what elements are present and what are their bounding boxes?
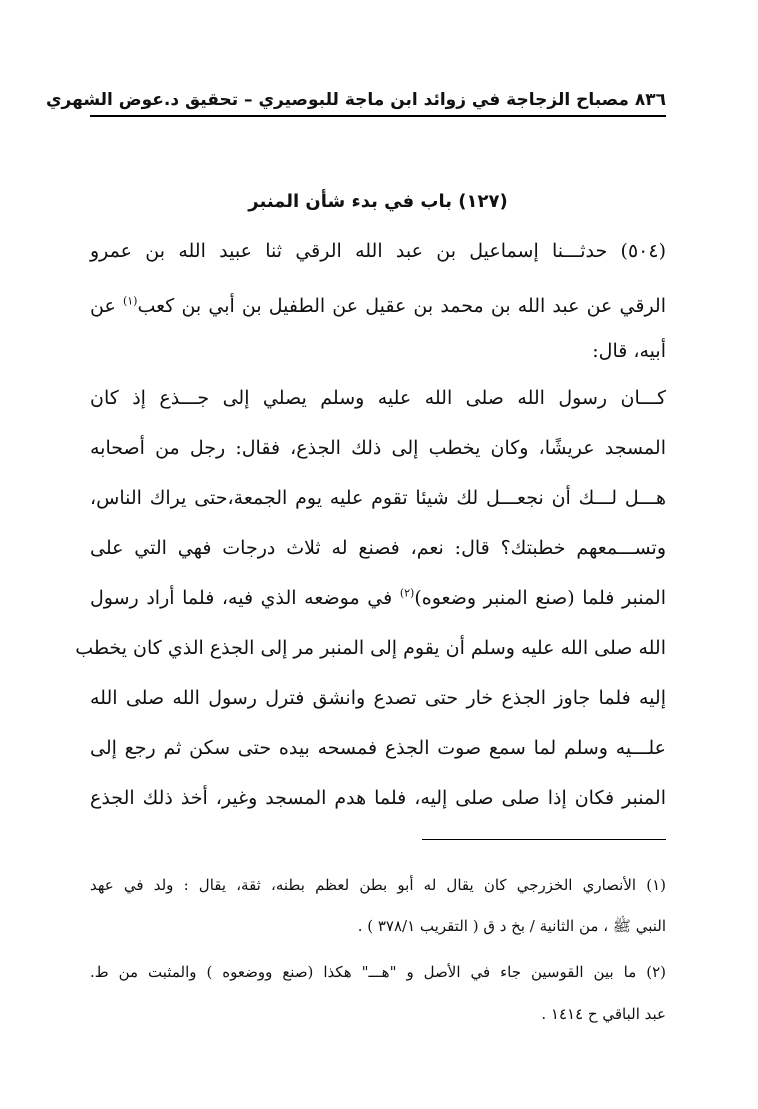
footnote-rule	[422, 839, 666, 840]
body-line-2-text: الرقي عن عبد الله بن محمد بن عقيل عن الطفيل بن أبي بن كعب	[137, 295, 666, 317]
body-line-11: علـــيه وسلم لما سمع صوت الجذع فمسحه بيده حتى سكن ثم رجع إلى	[90, 737, 666, 759]
body-line-9: الله صلى الله عليه وسلم أن يقوم إلى المنبر مر إلى الجذع الذي كان يخطب	[75, 637, 666, 659]
body-line-1: (٥٠٤) حدثـــنا إسماعيل بن عبد الله الرقي ثنا عبيد الله بن عمرو	[90, 240, 666, 262]
body-line-3: أبيه، قال:	[592, 340, 666, 362]
footnote-ref-1: (١)	[122, 294, 138, 308]
footnote-2-line-1: (٢) ما بين القوسين جاء في الأصل و "هـــ" هكذا (صنع ووضعوه ) والمثبت من ط.	[90, 963, 666, 981]
body-line-8-text: المنبر فلما (صنع المنبر وضعوه)	[414, 587, 667, 609]
header-rule	[90, 115, 666, 117]
running-header: ٨٣٦ مصباح الزجاجة في زوائد ابن ماجة للبوصيري – تحقيق د.عوض الشهري	[45, 90, 666, 110]
chapter-title: (١٢٧) باب في بدء شأن المنبر	[248, 191, 508, 212]
footnote-2-line-2: عبد الباقي ح ١٤١٤ .	[541, 1005, 666, 1023]
body-line-4: كـــان رسول الله صلى الله عليه وسلم يصلي إلى جـــذع إذ كان	[90, 387, 666, 409]
footnote-1-line-1: (١) الأنصاري الخزرجي كان يقال له أبو بطن لعظم بطنه، ثقة، يقال : ولد في عهد	[90, 876, 666, 894]
body-line-5: المسجد عريشًا، وكان يخطب إلى ذلك الجذع، فقال: رجل من أصحابه	[90, 437, 666, 459]
body-line-12: المنبر فكان إذا صلى صلى إليه، فلما هدم المسجد وغير، أخذ ذلك الجذع	[90, 787, 666, 809]
body-line-7: وتســـمعهم خطبتك؟ قال: نعم، فصنع له ثلاث درجات فهي التي على	[90, 537, 666, 559]
body-line-10: إليه فلما جاوز الجذع خار حتى تصدع وانشق فترل رسول الله صلى الله	[90, 687, 666, 709]
body-line-2	[90, 286, 666, 326]
body-line-8-end: في موضعه الذي فيه، فلما أراد رسول	[90, 587, 393, 609]
footnote-1-line-2: النبي ﷺ ، من الثانية / بخ د ق ( التقريب ٣٧٨/١ ) .	[357, 917, 666, 935]
footnote-ref-2: (٢)	[399, 586, 415, 600]
body-line-6: هـــل لـــك أن نجعـــل لك شيئا تقوم عليه يوم الجمعة،حتى يراك الناس،	[90, 487, 666, 509]
body-line-8	[90, 578, 666, 618]
body-line-2-end: عن	[90, 295, 116, 317]
